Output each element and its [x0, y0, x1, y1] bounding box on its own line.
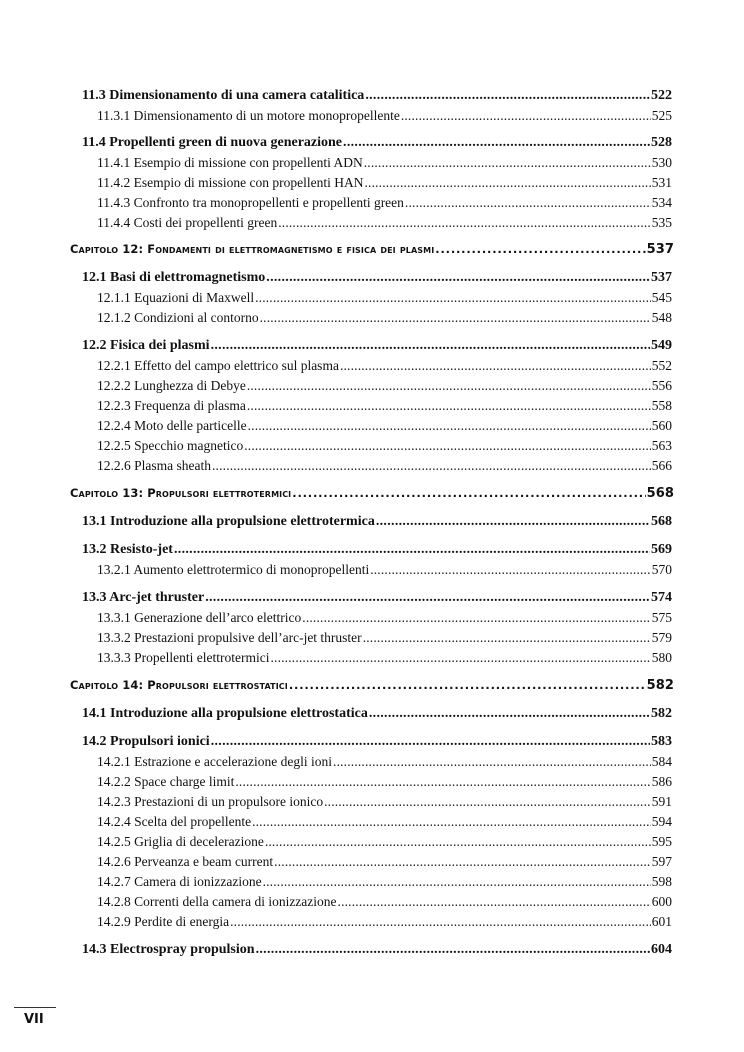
- entry-page-number: 580: [651, 650, 672, 665]
- entry-page-number: 597: [651, 854, 672, 869]
- entry-title: 14.2.7 Camera di ionizzazione: [97, 874, 262, 889]
- dot-leader: [211, 338, 650, 354]
- toc-subsection-entry: [97, 398, 672, 418]
- entry-page-number: 584: [651, 754, 672, 769]
- toc-section-entry: [82, 942, 672, 962]
- dot-leader: [435, 242, 645, 256]
- toc-chapter-entry: [70, 678, 674, 698]
- dot-leader: [369, 706, 650, 722]
- entry-title: 12.2.5 Specchio magnetico: [97, 438, 244, 453]
- dot-leader: [260, 310, 651, 326]
- entry-page-number: 552: [651, 358, 672, 373]
- dot-leader: [265, 834, 651, 850]
- toc-subsection-entry: [97, 108, 672, 128]
- entry-page-number: 568: [646, 486, 674, 501]
- entry-title: 11.3 Dimensionamento di una camera catalitica: [82, 88, 365, 103]
- dot-leader: [230, 914, 651, 930]
- entry-page-number: 604: [651, 942, 672, 957]
- entry-title: 12.2 Fisica dei plasmi: [82, 338, 210, 353]
- dot-leader: [270, 650, 650, 666]
- dot-leader: [252, 814, 651, 830]
- toc-subsection-entry: [97, 894, 672, 914]
- entry-page-number: 548: [651, 310, 672, 325]
- toc-section-entry: [82, 338, 672, 358]
- entry-page-number: 522: [651, 88, 672, 103]
- entry-page-number: 591: [651, 794, 672, 809]
- entry-page-number: 566: [651, 458, 672, 473]
- entry-page-number: 549: [651, 338, 672, 353]
- dot-leader: [338, 894, 651, 910]
- dot-leader: [376, 514, 650, 530]
- toc-subsection-entry: [97, 378, 672, 398]
- entry-title: 11.4.3 Confronto tra monopropellenti e propellenti green: [97, 195, 404, 210]
- entry-title: 12.2.6 Plasma sheath: [97, 458, 211, 473]
- dot-leader: [263, 874, 651, 890]
- toc-chapter-entry: [70, 486, 674, 506]
- page-number: VII: [24, 1012, 44, 1027]
- entry-page-number: 579: [651, 630, 672, 645]
- footer-rule: [14, 1007, 56, 1008]
- entry-title: 14.3 Electrospray propulsion: [82, 942, 255, 957]
- dot-leader: [302, 610, 650, 626]
- entry-page-number: 568: [651, 514, 672, 529]
- entry-title: 14.2 Propulsori ionici: [82, 734, 210, 749]
- dot-leader: [324, 794, 651, 810]
- toc-subsection-entry: [97, 874, 672, 894]
- dot-leader: [205, 590, 650, 606]
- toc-subsection-entry: [97, 814, 672, 834]
- entry-title: 13.3.2 Prestazioni propulsive dell’arc-jet thruster: [97, 630, 362, 645]
- entry-page-number: 525: [651, 108, 672, 123]
- entry-page-number: 583: [651, 734, 672, 749]
- entry-title: 14.2.6 Perveanza e beam current: [97, 854, 274, 869]
- dot-leader: [363, 630, 651, 646]
- toc-section-entry: [82, 270, 672, 290]
- entry-title: Capitolo 13: Propulsori elettrotermici: [70, 486, 292, 500]
- dot-leader: [266, 270, 650, 286]
- toc-subsection-entry: [97, 834, 672, 854]
- entry-title: 14.2.3 Prestazioni di un propulsore ionico: [97, 794, 324, 809]
- entry-title: 12.1 Basi di elettromagnetismo: [82, 270, 266, 285]
- entry-title: 12.1.1 Equazioni di Maxwell: [97, 290, 255, 305]
- entry-page-number: 582: [646, 678, 674, 693]
- entry-page-number: 595: [651, 834, 672, 849]
- entry-title: 12.2.2 Lunghezza di Debye: [97, 378, 246, 393]
- dot-leader: [235, 774, 650, 790]
- entry-page-number: 558: [651, 398, 672, 413]
- dot-leader: [212, 458, 651, 474]
- entry-title: 12.2.1 Effetto del campo elettrico sul plasma: [97, 358, 339, 373]
- toc-subsection-entry: [97, 458, 672, 478]
- entry-page-number: 601: [651, 914, 672, 929]
- dot-leader: [248, 418, 651, 434]
- dot-leader: [174, 542, 650, 558]
- dot-leader: [244, 438, 651, 454]
- toc-subsection-entry: [97, 562, 672, 582]
- entry-title: 13.1 Introduzione alla propulsione elettrotermica: [82, 514, 375, 529]
- toc-subsection-entry: [97, 215, 672, 235]
- dot-leader: [292, 486, 645, 500]
- dot-leader: [255, 290, 651, 306]
- dot-leader: [211, 734, 650, 750]
- entry-title: 12.2.4 Moto delle particelle: [97, 418, 247, 433]
- toc-section-entry: [82, 88, 672, 108]
- toc-subsection-entry: [97, 650, 672, 670]
- dot-leader: [343, 135, 650, 151]
- toc-subsection-entry: [97, 418, 672, 438]
- entry-page-number: 528: [651, 135, 672, 150]
- dot-leader: [247, 378, 651, 394]
- toc-section-entry: [82, 590, 672, 610]
- dot-leader: [401, 108, 651, 124]
- entry-title: 14.2.1 Estrazione e accelerazione degli ioni: [97, 754, 333, 769]
- entry-page-number: 534: [651, 195, 672, 210]
- toc-subsection-entry: [97, 630, 672, 650]
- dot-leader: [364, 175, 650, 191]
- entry-page-number: 582: [651, 706, 672, 721]
- toc-section-entry: [82, 734, 672, 754]
- entry-title: 11.3.1 Dimensionamento di un motore monopropellente: [97, 108, 400, 123]
- dot-leader: [370, 562, 651, 578]
- entry-page-number: 545: [651, 290, 672, 305]
- toc-subsection-entry: [97, 175, 672, 195]
- dot-leader: [340, 358, 651, 374]
- entry-page-number: 535: [651, 215, 672, 230]
- toc-subsection-entry: [97, 195, 672, 215]
- toc-subsection-entry: [97, 358, 672, 378]
- entry-title: 13.3.3 Propellenti elettrotermici: [97, 650, 270, 665]
- entry-page-number: 556: [651, 378, 672, 393]
- entry-title: 13.2.1 Aumento elettrotermico di monopropellenti: [97, 562, 370, 577]
- dot-leader: [364, 155, 651, 171]
- toc-subsection-entry: [97, 438, 672, 458]
- entry-page-number: 569: [651, 542, 672, 557]
- entry-page-number: 570: [651, 562, 672, 577]
- dot-leader: [365, 88, 650, 104]
- entry-page-number: 537: [651, 270, 672, 285]
- dot-leader: [289, 678, 646, 692]
- toc-chapter-entry: [70, 242, 674, 262]
- entry-page-number: 575: [651, 610, 672, 625]
- entry-page-number: 594: [651, 814, 672, 829]
- entry-title: 11.4.4 Costi dei propellenti green: [97, 215, 278, 230]
- toc-subsection-entry: [97, 794, 672, 814]
- entry-page-number: 537: [646, 242, 674, 257]
- entry-title: 14.2.5 Griglia di decelerazione: [97, 834, 264, 849]
- entry-page-number: 531: [651, 175, 672, 190]
- dot-leader: [256, 942, 650, 958]
- entry-title: 13.3.1 Generazione dell’arco elettrico: [97, 610, 302, 625]
- dot-leader: [278, 215, 651, 231]
- entry-title: 13.3 Arc-jet thruster: [82, 590, 205, 605]
- entry-page-number: 586: [651, 774, 672, 789]
- dot-leader: [274, 854, 651, 870]
- entry-title: 14.2.4 Scelta del propellente: [97, 814, 252, 829]
- toc-subsection-entry: [97, 310, 672, 330]
- toc-section-entry: [82, 706, 672, 726]
- entry-title: 14.2.8 Correnti della camera di ionizzazione: [97, 894, 337, 909]
- toc-section-entry: [82, 542, 672, 562]
- dot-leader: [405, 195, 651, 211]
- entry-title: 13.2 Resisto-jet: [82, 542, 173, 557]
- entry-page-number: 600: [651, 894, 672, 909]
- entry-title: 14.1 Introduzione alla propulsione elettrostatica: [82, 706, 368, 721]
- entry-title: 14.2.9 Perdite di energia: [97, 914, 230, 929]
- toc-subsection-entry: [97, 914, 672, 934]
- entry-page-number: 563: [651, 438, 672, 453]
- toc-section-entry: [82, 514, 672, 534]
- toc-subsection-entry: [97, 290, 672, 310]
- dot-leader: [247, 398, 651, 414]
- entry-title: 12.1.2 Condizioni al contorno: [97, 310, 259, 325]
- entry-title: 11.4.1 Esempio di missione con propellenti ADN: [97, 155, 363, 170]
- entry-page-number: 574: [651, 590, 672, 605]
- entry-title: 14.2.2 Space charge limit: [97, 774, 235, 789]
- entry-title: 11.4.2 Esempio di missione con propellenti HAN: [97, 175, 364, 190]
- entry-page-number: 598: [651, 874, 672, 889]
- toc-subsection-entry: [97, 854, 672, 874]
- entry-title: 11.4 Propellenti green di nuova generazione: [82, 135, 343, 150]
- entry-title: 12.2.3 Frequenza di plasma: [97, 398, 246, 413]
- entry-title: Capitolo 12: Fondamenti di elettromagnetismo e fisica dei plasmi: [70, 242, 435, 256]
- entry-page-number: 560: [651, 418, 672, 433]
- toc-subsection-entry: [97, 774, 672, 794]
- dot-leader: [333, 754, 651, 770]
- toc-subsection-entry: [97, 155, 672, 175]
- toc-section-entry: [82, 135, 672, 155]
- toc-subsection-entry: [97, 754, 672, 774]
- toc-subsection-entry: [97, 610, 672, 630]
- entry-page-number: 530: [651, 155, 672, 170]
- entry-title: Capitolo 14: Propulsori elettrostatici: [70, 678, 288, 692]
